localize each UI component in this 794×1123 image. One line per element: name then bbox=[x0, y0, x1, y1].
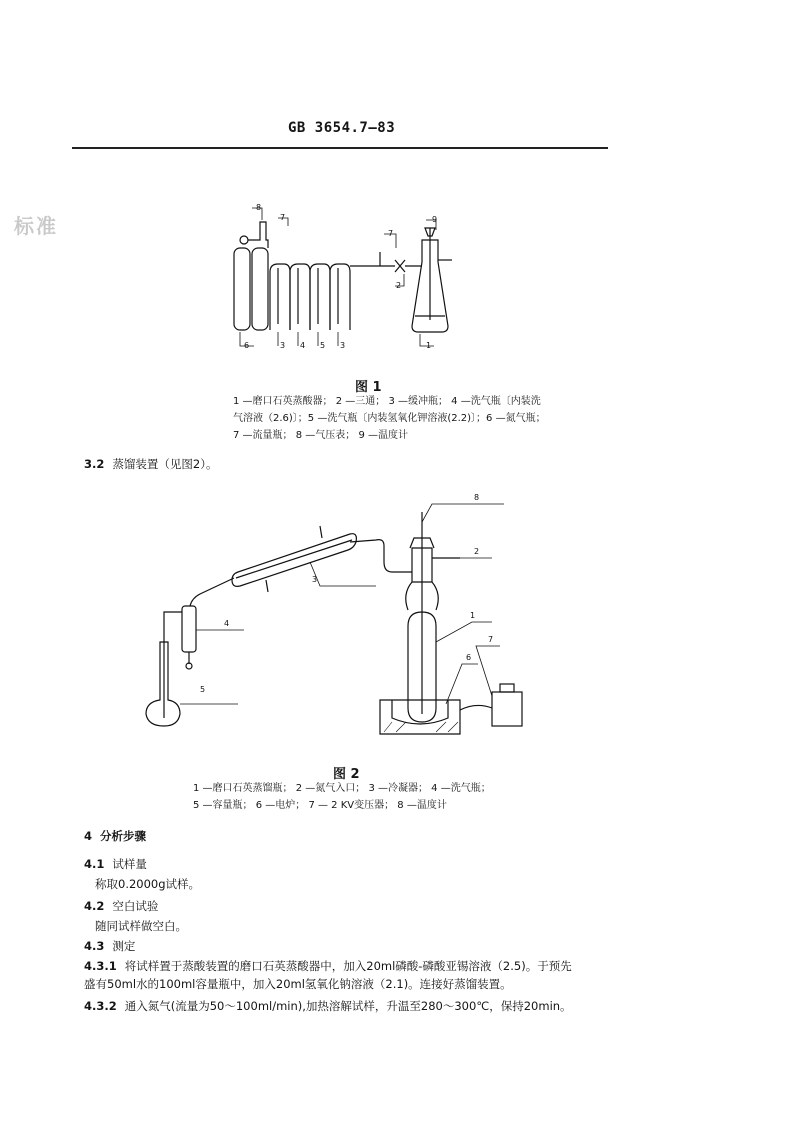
section-3-2 bbox=[84, 456, 217, 472]
section-4-2-heading bbox=[84, 898, 158, 914]
section-4-3-number: 4.3 bbox=[84, 939, 105, 953]
fig2-label-4: 4 bbox=[224, 619, 230, 628]
section-4-title: 分析步骤 bbox=[100, 829, 147, 843]
pressure-gauge bbox=[240, 236, 248, 244]
section-3-2-text: 蒸馏装置（见图2）。 bbox=[112, 457, 218, 471]
section-4-1-heading bbox=[84, 856, 147, 872]
section-4-3-1-text-line2: 盛有50ml水的100ml容量瓶中，加入20ml氢氧化钠溶液（2.1)。连接好蒸馏装置。 bbox=[84, 977, 512, 991]
fig1-label-4: 4 bbox=[300, 341, 306, 350]
fig1-label-6: 6 bbox=[244, 341, 250, 350]
fig2-label-7: 7 bbox=[488, 635, 494, 644]
section-4-3-1-text-line1: 将试样置于蒸酸装置的磨口石英蒸酸器中，加入20ml磷酸-磷酸亚锡溶液（2.5)。于预先 bbox=[124, 959, 572, 973]
fig2-label-3: 3 bbox=[312, 575, 318, 584]
nitrogen-cylinder-a bbox=[234, 248, 250, 330]
fig1-label-7b: 7 bbox=[388, 229, 394, 238]
section-4-3-2-number: 4.3.2 bbox=[84, 999, 117, 1013]
figure2-caption-line1: 1 —磨口石英蒸馏瓶； 2 —氮气入口； 3 —冷凝器； 4 —洗气瓶； bbox=[193, 783, 491, 794]
fig1-label-2: 2 bbox=[396, 281, 402, 290]
section-4-3-1-line1 bbox=[84, 958, 572, 975]
figure1-caption-line3: 7 —流量瓶； 8 —气压表； 9 —温度计 bbox=[233, 430, 408, 441]
fig1-label-9: 9 bbox=[432, 215, 438, 224]
section-4-1-title: 试样量 bbox=[112, 857, 147, 871]
fig1-label-8: 8 bbox=[256, 203, 262, 212]
section-4-3-heading bbox=[84, 938, 135, 954]
fig1-label-3a: 3 bbox=[280, 341, 286, 350]
wash-bottle bbox=[182, 606, 196, 652]
section-3-2-number: 3.2 bbox=[84, 457, 105, 471]
figure1-caption-line1: 1 —磨口石英蒸酸器； 2 —三通； 3 —缓冲瓶； 4 —洗气瓶〔内装洗 bbox=[233, 396, 541, 407]
figure2-caption-line2: 5 —容量瓶； 6 —电炉； 7 — 2 KV变压器； 8 —温度计 bbox=[193, 800, 447, 811]
section-4-3-2-text: 通入氮气(流量为50～100ml/min),加热溶解试样，升温至280～300℃，保持20min。 bbox=[124, 999, 572, 1013]
fig1-label-1: 1 bbox=[426, 341, 432, 350]
standard-header-code: GB 3654.7—83 bbox=[288, 120, 396, 136]
fig1-label-5: 5 bbox=[320, 341, 326, 350]
figure1-diagram bbox=[220, 200, 480, 360]
section-4-number: 4 bbox=[84, 829, 93, 843]
section-4-2-number: 4.2 bbox=[84, 899, 105, 913]
section-4-3-2 bbox=[84, 998, 572, 1015]
condenser bbox=[232, 534, 356, 587]
fig1-label-7a: 7 bbox=[280, 213, 286, 222]
section-4-heading bbox=[84, 828, 154, 844]
fig1-label-3b: 3 bbox=[340, 341, 346, 350]
section-4-3-1-number: 4.3.1 bbox=[84, 959, 117, 973]
section-4-1-text: 称取0.2000g试样。 bbox=[95, 877, 201, 891]
nitrogen-cylinder-b bbox=[252, 248, 268, 330]
transformer bbox=[492, 692, 522, 726]
header-rule bbox=[72, 147, 608, 149]
section-4-2-text: 随同试样做空白。 bbox=[95, 919, 187, 933]
fig2-label-6: 6 bbox=[466, 653, 472, 662]
section-4-3-title: 测定 bbox=[112, 939, 136, 953]
section-4-2-title: 空白试验 bbox=[112, 899, 159, 913]
figure1-caption-line2: 气溶液（2.6)〕；5 —洗气瓶〔内装氢氧化钾溶液(2.2)〕；6 —氮气瓶； bbox=[233, 413, 546, 424]
fig2-label-8: 8 bbox=[474, 493, 480, 502]
figure1-title: 图 1 bbox=[355, 380, 382, 395]
figure2-title: 图 2 bbox=[333, 767, 360, 782]
volumetric-flask bbox=[146, 642, 180, 726]
fig2-label-2: 2 bbox=[474, 547, 480, 556]
watermark-stamp: 标准 bbox=[14, 214, 58, 238]
fig2-label-5: 5 bbox=[200, 685, 206, 694]
section-4-1-number: 4.1 bbox=[84, 857, 105, 871]
fig2-label-1: 1 bbox=[470, 611, 476, 620]
figure2-diagram bbox=[140, 482, 540, 742]
